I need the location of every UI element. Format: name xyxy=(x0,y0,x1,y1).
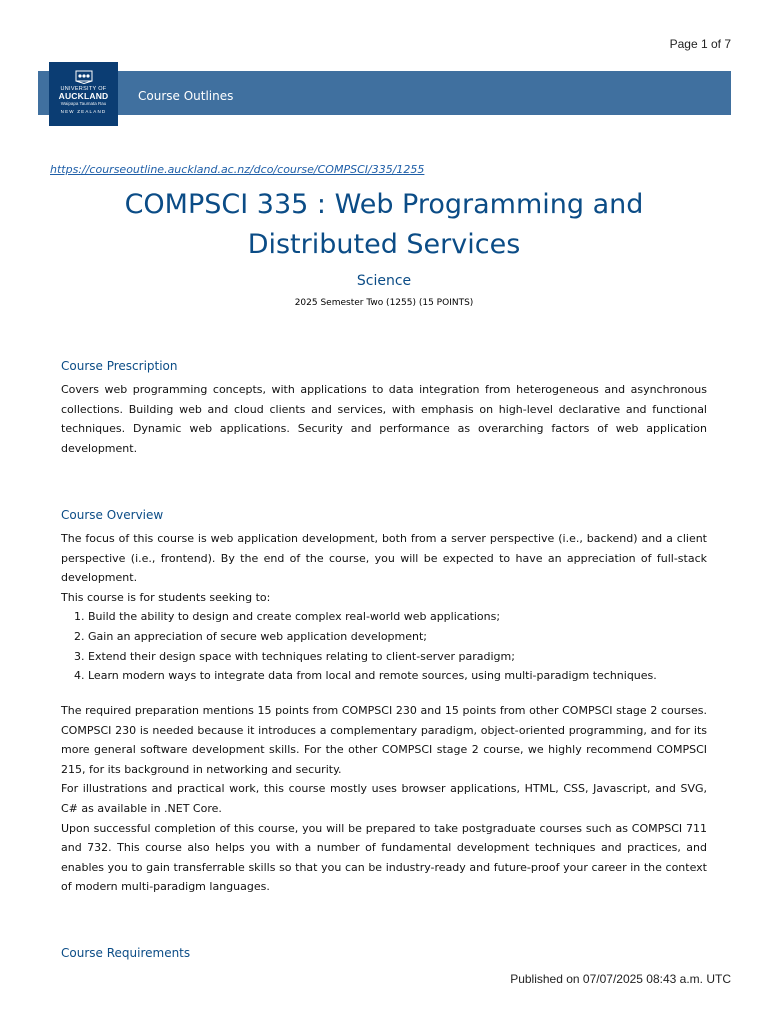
list-item: 2. Gain an appreciation of secure web application development; xyxy=(88,627,707,647)
overview-paragraph-4: For illustrations and practical work, this course mostly uses browser applications, HTML, CSS, Javascript, and SVG, C# as available in .NET Core. xyxy=(61,782,707,815)
requirements-heading: Course Requirements xyxy=(61,946,191,960)
logo-line-maori-name: Waipapa Taumata Rau xyxy=(60,101,107,106)
course-title xyxy=(60,185,708,265)
overview-body xyxy=(61,529,707,686)
course-title-line-1: COMPSCI 335 : Web Programming and xyxy=(124,189,644,220)
logo-line-new-zealand: NEW ZEALAND xyxy=(60,109,107,114)
list-item: 3. Extend their design space with techniques relating to client-server paradigm; xyxy=(88,647,707,667)
semester-info: 2025 Semester Two (1255) (15 POINTS) xyxy=(294,298,474,308)
published-footer: Published on 07/07/2025 08:43 a.m. UTC xyxy=(510,972,731,986)
logo-line-university-of: UNIVERSITY OF xyxy=(60,86,107,92)
overview-paragraph-2: This course is for students seeking to: xyxy=(61,590,271,604)
overview-heading: Course Overview xyxy=(61,508,164,522)
overview-paragraph-1: The focus of this course is web application development, both from a server perspective (i.e., backend) and a client perspective (i.e., frontend). By the end of the course, you will be expected to have an appreciation of full-stack development. xyxy=(61,532,707,585)
university-logo[interactable] xyxy=(49,62,118,126)
course-title-line-2: Distributed Services xyxy=(247,229,521,260)
overview-goals-list xyxy=(61,607,707,685)
banner-title[interactable]: Course Outlines xyxy=(138,89,234,103)
page-number: Page 1 of 7 xyxy=(669,37,731,51)
faculty-name: Science xyxy=(356,273,412,289)
overview-details xyxy=(61,701,707,897)
prescription-body xyxy=(61,380,707,458)
list-item: 1. Build the ability to design and create complex real-world web applications; xyxy=(88,607,707,627)
overview-paragraph-3: The required preparation mentions 15 points from COMPSCI 230 and 15 points from other COMPSCI stage 2 courses. COMPSCI 230 is needed because it introduces a complementary paradigm, object-oriented programming, and for its more general software development skills. For the other COMPSCI stage 2 course, we highly recommend COMPSCI 215, for its background in networking and security. xyxy=(61,704,707,776)
prescription-paragraph: Covers web programming concepts, with applications to data integration from heterogeneous and asynchronous collections. Building web and cloud clients and services, with emphasis on high-level declarative and functional techniques. Dynamic web applications. Security and performance as overarching factors of web application development. xyxy=(61,383,707,455)
course-url-link[interactable]: https://courseoutline.auckland.ac.nz/dco/course/COMPSCI/335/1255 xyxy=(50,163,425,176)
logo-line-auckland: AUCKLAND xyxy=(58,91,109,101)
overview-paragraph-5: Upon successful completion of this course, you will be prepared to take postgraduate courses such as COMPSCI 711 and 732. This course also helps you with a number of fundamental development techniques and practices, and enables you to gain transferrable skills so that you can be industry-ready and future-proof your career in the context of modern multi-paradigm languages. xyxy=(61,821,707,894)
crest-icon xyxy=(75,70,93,84)
prescription-heading: Course Prescription xyxy=(61,359,178,373)
list-item: 4. Learn modern ways to integrate data from local and remote sources, using multi-paradigm techniques. xyxy=(88,666,707,686)
